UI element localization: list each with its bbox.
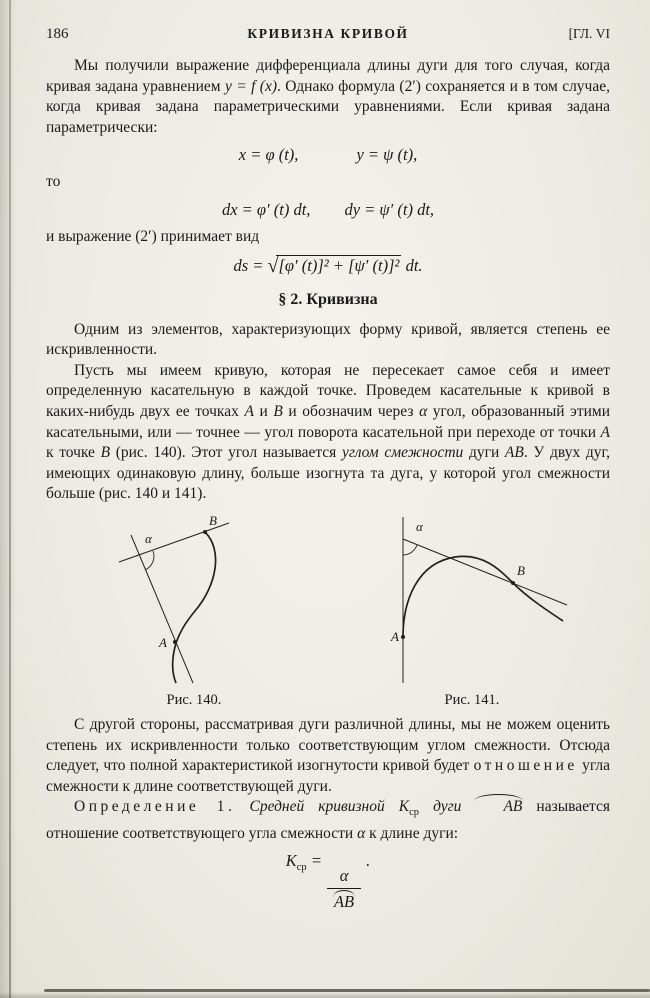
radicand: [φ′ (t)]² + [ψ′ (t)]² — [278, 255, 400, 275]
page-header — [46, 26, 610, 43]
point-b-ref: B — [273, 402, 283, 420]
formula-ds-rhs: dt. — [401, 255, 423, 275]
formula-parametric-equations — [46, 145, 610, 165]
text-run: (рис. 140). Этот угол называется — [110, 444, 342, 462]
point-b-ref: B — [100, 444, 111, 462]
figure-141-caption: Рис. 141. — [444, 691, 500, 708]
scan-edge-left — [9, 0, 11, 998]
formula-y-psi: y = ψ (t), — [356, 145, 418, 165]
arc-ab-denominator: AB — [333, 892, 355, 912]
figure-141 — [367, 513, 577, 709]
point-a-dot — [401, 635, 405, 639]
period: . — [366, 851, 371, 871]
formula-dx: dx = φ′ (t) dt, — [221, 199, 311, 219]
scan-left-shade — [0, 0, 16, 998]
fraction-numerator: α — [339, 866, 349, 886]
paragraph-parametric-intro — [46, 56, 610, 138]
k-subscript: ср — [409, 807, 420, 819]
paragraph-definition-1 — [46, 797, 610, 844]
text-run: угла смежности к длине соответствующей дуги. — [46, 757, 610, 795]
label-b: B — [517, 562, 525, 578]
text-run: дуги — [419, 798, 476, 816]
paragraph-curvature-intro: Одним из элементов, характеризующих форму кривой, является степень ее искривленности. — [46, 320, 610, 359]
text-run: к точке — [46, 444, 101, 462]
paragraph-ratio — [46, 715, 610, 797]
scan-bottom-shade — [0, 992, 650, 998]
term-contingence-angle: углом смежности — [341, 444, 464, 462]
k-subscript: ср — [296, 862, 307, 874]
text-run: к длине дуги: — [365, 824, 459, 842]
formula-ds-lhs: ds = — [233, 255, 268, 275]
text-run: угол, образованный этими касательными, или — точнее — угол поворота касательной при переходе от точки — [46, 402, 610, 441]
point-a-ref: A — [600, 423, 610, 441]
text-run: . Однако формула (2′) сохраняется и в том случае, когда кривая задана параметрическими уравнениями. Если кривая задана параметрически: — [46, 77, 610, 136]
emphasized-otnoshenie: отношение — [473, 757, 578, 775]
text-run: и обозначим через — [282, 402, 420, 420]
formula-mean-curvature — [46, 851, 610, 912]
text-run: называется отношение соответствующего угла смежности — [46, 798, 610, 842]
arc-ab-ref: AB — [475, 797, 522, 818]
text-run: Пусть мы имеем кривую, которая не пересекает самое себя и имеет определенную касательную в каждой точке. Проведем касательные к кривой в каких-нибудь двух ее точках — [46, 361, 610, 420]
point-a-dot — [173, 640, 177, 644]
label-a: A — [391, 628, 399, 644]
label-a: A — [159, 634, 167, 650]
term-mean-curvature: Средней кривизной K — [235, 798, 410, 816]
point-a-ref: A — [244, 402, 254, 420]
label-b: B — [209, 512, 217, 528]
alpha-ref: α — [419, 402, 428, 420]
figure-140-drawing — [79, 513, 309, 685]
radical-sign: √ — [267, 254, 279, 277]
chapter-label: [ГЛ. VI — [568, 26, 610, 41]
figure-140-caption: Рис. 140. — [166, 691, 222, 708]
running-title: КРИВИЗНА КРИВОЙ — [247, 26, 409, 41]
inline-math-yfx: y = f (x) — [224, 77, 278, 95]
equals-sign: = — [310, 851, 322, 871]
tangent-line-a — [131, 535, 193, 683]
tangent-line-b — [403, 539, 567, 605]
page-number: 186 — [46, 26, 69, 42]
curve-path — [403, 556, 563, 637]
formula-differentials — [46, 200, 610, 220]
curve-path — [173, 532, 216, 683]
fraction-denominator — [327, 888, 361, 912]
connector-to: то — [46, 173, 61, 191]
text-run: дуги — [463, 444, 505, 462]
alpha-ref: α — [357, 824, 366, 842]
figure-141-drawing — [367, 513, 577, 685]
section-heading: § 2. Кривизна — [278, 290, 378, 308]
label-alpha: α — [416, 518, 423, 534]
text-run: С другой стороны, рассматривая дуги различной длины, мы не можем оценить степень их искривленности только соответствующим углом смежности. Отсюда следует, что полной характеристикой изогнутости кривой будет — [46, 715, 610, 775]
paragraph-expression-2: и выражение (2′) принимает вид — [46, 227, 260, 245]
alpha-angle-arc — [145, 551, 154, 570]
point-b-dot — [511, 581, 515, 585]
label-alpha: α — [145, 530, 152, 546]
point-b-dot — [203, 530, 207, 534]
figures-row — [46, 513, 610, 709]
text-run: . У двух дуг, имеющих одинаковую длину, больше изогнута та дуга, у которой угол смежности больше (рис. 140 и 141). — [46, 444, 610, 503]
formula-arc-length — [46, 255, 610, 278]
figure-140 — [79, 513, 309, 709]
alpha-angle-arc — [403, 545, 417, 555]
paragraph-tangents — [46, 361, 610, 505]
formula-dy: dy = ψ′ (t) dt, — [344, 199, 435, 219]
text-run: и — [253, 402, 274, 420]
k-symbol: K — [285, 851, 297, 871]
text-run: Мы получили выражение дифференциала длины дуги для того случая, когда кривая задана уравнением — [46, 57, 610, 95]
fraction — [327, 867, 361, 912]
arc-ab-ref: AB — [504, 444, 524, 462]
formula-x-phi: x = φ (t), — [238, 145, 299, 165]
definition-label: Определение 1. — [74, 798, 236, 816]
